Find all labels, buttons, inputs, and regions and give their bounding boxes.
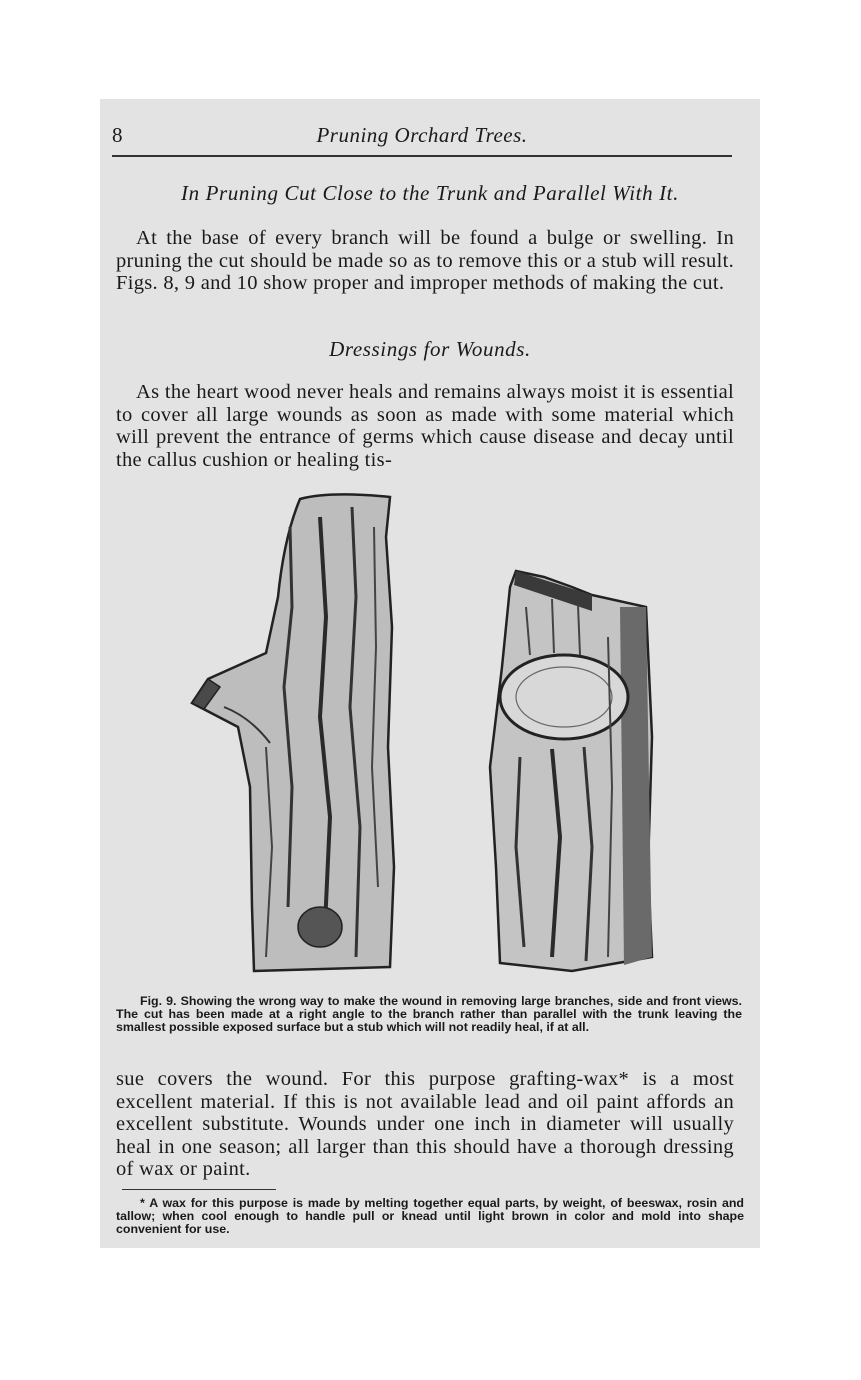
section-heading-dressings: Dressings for Wounds. [329, 337, 531, 361]
running-title: Pruning Orchard Trees. [316, 123, 528, 147]
trunk-drawing [180, 487, 680, 979]
footnote-text: * A wax for this purpose is made by melting together equal parts, by weight, of beeswax, rosin and tallow; when cool enough to handle pull or knead until light brown in color and mold into shape convenient for use. [116, 1196, 744, 1236]
figure-9-illustration [180, 487, 680, 979]
footnote [116, 1197, 744, 1236]
front-view-trunk [490, 571, 652, 971]
side-view-trunk [192, 494, 394, 971]
page-header [112, 123, 732, 153]
paragraph-continuation-text: sue covers the wound. For this purpose grafting-wax* is a most excellent material. If this is not available lead and oil paint affords an excellent substitute. Wounds under one inch in diameter will usually heal in one season; all larger than this should have a thorough dressing of wax or paint. [116, 1068, 734, 1180]
book-page [100, 99, 760, 1248]
page-number: 8 [112, 123, 123, 147]
header-rule [112, 155, 732, 157]
paragraph-continuation [116, 1068, 734, 1181]
figure-caption [116, 995, 742, 1033]
section-heading-pruning-cut: In Pruning Cut Close to the Trunk and Parallel With It. [181, 181, 679, 205]
paragraph-bulge-text: At the base of every branch will be found a bulge or swelling. In pruning the cut should be made so as to remove this or a stub will result. Figs. 8, 9 and 10 show proper and improper methods of making the cut. [116, 227, 734, 294]
footnote-rule [122, 1189, 276, 1190]
paragraph-heart-wood [116, 381, 734, 471]
figure-caption-text: Fig. 9. Showing the wrong way to make the wound in removing large branches, side and front views. The cut has been made at a right angle to the branch rather than parallel with the trunk leaving the smallest possible exposed surface but a stub which will not readily heal, if at all. [116, 994, 742, 1034]
paragraph-bulge [116, 227, 734, 295]
paragraph-heart-wood-text: As the heart wood never heals and remains always moist it is essential to cover all large wounds as soon as made with some material which will prevent the entrance of germs which cause disease and decay until the callus cushion or healing tis- [116, 381, 734, 471]
